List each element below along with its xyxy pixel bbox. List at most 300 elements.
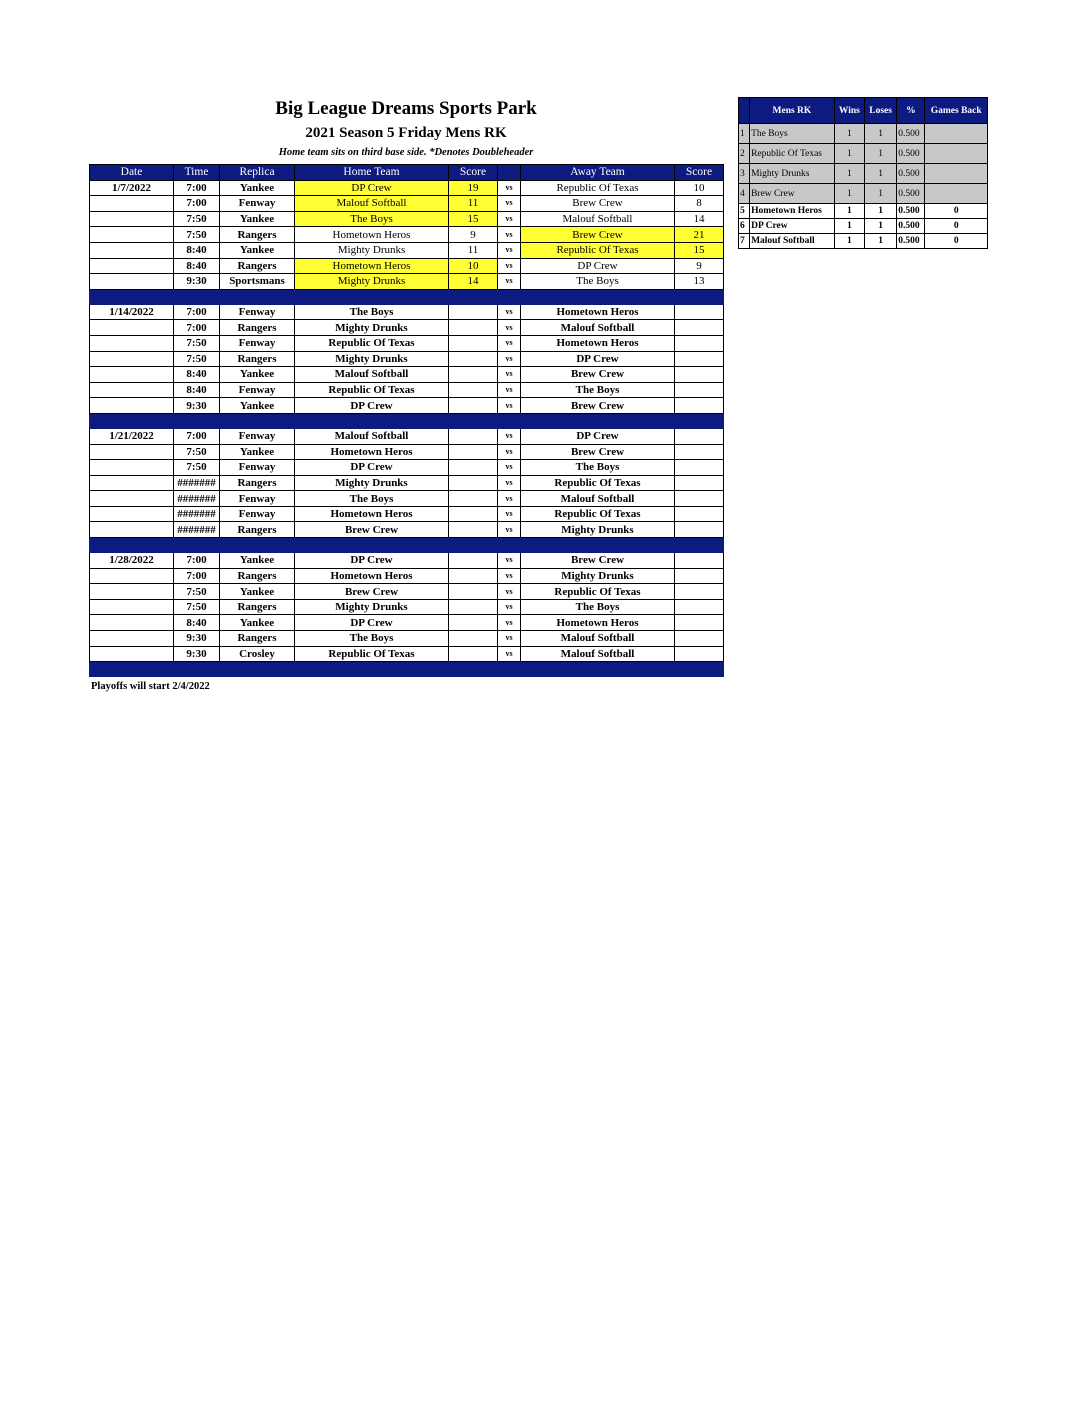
home-score bbox=[449, 320, 498, 336]
away-score bbox=[675, 428, 724, 444]
vs-label: vs bbox=[498, 584, 521, 600]
away-team: Brew Crew bbox=[521, 553, 675, 569]
standings-row bbox=[739, 164, 988, 184]
game-row bbox=[90, 646, 724, 662]
separator-cell bbox=[174, 662, 220, 677]
standings-column-header: % bbox=[897, 98, 925, 124]
separator-cell bbox=[675, 413, 724, 428]
separator-cell bbox=[675, 289, 724, 304]
schedule-table bbox=[89, 164, 724, 677]
team-rank: 7 bbox=[739, 234, 750, 249]
home-team: Brew Crew bbox=[295, 522, 449, 538]
team-name: Brew Crew bbox=[750, 184, 835, 204]
game-date bbox=[90, 274, 174, 290]
game-date bbox=[90, 522, 174, 538]
games-back bbox=[925, 164, 988, 184]
team-losses: 1 bbox=[864, 164, 896, 184]
away-score bbox=[675, 568, 724, 584]
game-date bbox=[90, 631, 174, 647]
game-date: 1/21/2022 bbox=[90, 428, 174, 444]
game-date bbox=[90, 335, 174, 351]
game-field: Yankee bbox=[220, 367, 295, 383]
vs-label: vs bbox=[498, 460, 521, 476]
games-back bbox=[925, 184, 988, 204]
away-score: 13 bbox=[675, 274, 724, 290]
game-date bbox=[90, 258, 174, 274]
away-team: DP Crew bbox=[521, 351, 675, 367]
game-field: Yankee bbox=[220, 180, 295, 196]
separator-cell bbox=[498, 413, 521, 428]
game-field: Yankee bbox=[220, 553, 295, 569]
team-wins: 1 bbox=[834, 234, 864, 249]
game-row bbox=[90, 274, 724, 290]
away-score: 21 bbox=[675, 227, 724, 243]
game-time: 7:50 bbox=[174, 227, 220, 243]
separator-cell bbox=[174, 413, 220, 428]
home-team: Mighty Drunks bbox=[295, 351, 449, 367]
away-team: Republic Of Texas bbox=[521, 475, 675, 491]
separator-cell bbox=[90, 413, 174, 428]
separator-cell bbox=[449, 538, 498, 553]
team-losses: 1 bbox=[864, 234, 896, 249]
game-date bbox=[90, 584, 174, 600]
game-date bbox=[90, 196, 174, 212]
home-score: 9 bbox=[449, 227, 498, 243]
separator-cell bbox=[498, 538, 521, 553]
week-separator bbox=[90, 538, 724, 553]
home-score bbox=[449, 646, 498, 662]
game-field: Rangers bbox=[220, 320, 295, 336]
standings-row bbox=[739, 219, 988, 234]
team-name: Republic Of Texas bbox=[750, 144, 835, 164]
game-time: 7:00 bbox=[174, 553, 220, 569]
home-team: Malouf Softball bbox=[295, 428, 449, 444]
home-score: 10 bbox=[449, 258, 498, 274]
separator-cell bbox=[174, 289, 220, 304]
home-team: The Boys bbox=[295, 211, 449, 227]
game-date bbox=[90, 506, 174, 522]
schedule-header-row bbox=[90, 165, 724, 181]
vs-label: vs bbox=[498, 227, 521, 243]
game-field: Rangers bbox=[220, 258, 295, 274]
separator-cell bbox=[449, 413, 498, 428]
game-date bbox=[90, 367, 174, 383]
game-field: Yankee bbox=[220, 584, 295, 600]
away-team: Malouf Softball bbox=[521, 211, 675, 227]
vs-label: vs bbox=[498, 258, 521, 274]
away-team: Republic Of Texas bbox=[521, 242, 675, 258]
game-time: 8:40 bbox=[174, 242, 220, 258]
away-score bbox=[675, 631, 724, 647]
standings-row bbox=[739, 144, 988, 164]
standings-row bbox=[739, 124, 988, 144]
home-team: The Boys bbox=[295, 631, 449, 647]
away-score bbox=[675, 335, 724, 351]
home-score bbox=[449, 491, 498, 507]
game-date bbox=[90, 242, 174, 258]
away-score: 10 bbox=[675, 180, 724, 196]
home-score bbox=[449, 475, 498, 491]
home-score bbox=[449, 382, 498, 398]
game-row bbox=[90, 460, 724, 476]
separator-cell bbox=[521, 538, 675, 553]
game-row bbox=[90, 584, 724, 600]
standings-column-header bbox=[739, 98, 750, 124]
away-team: Mighty Drunks bbox=[521, 522, 675, 538]
game-field: Yankee bbox=[220, 242, 295, 258]
game-field: Rangers bbox=[220, 351, 295, 367]
game-field: Crosley bbox=[220, 646, 295, 662]
home-score bbox=[449, 304, 498, 320]
game-time: 9:30 bbox=[174, 646, 220, 662]
team-rank: 2 bbox=[739, 144, 750, 164]
team-losses: 1 bbox=[864, 219, 896, 234]
separator-cell bbox=[220, 289, 295, 304]
home-team: Hometown Heros bbox=[295, 506, 449, 522]
game-field: Rangers bbox=[220, 522, 295, 538]
game-time: 7:00 bbox=[174, 428, 220, 444]
standings-row bbox=[739, 234, 988, 249]
home-team: Malouf Softball bbox=[295, 196, 449, 212]
team-rank: 1 bbox=[739, 124, 750, 144]
team-pct: 0.500 bbox=[897, 124, 925, 144]
game-row bbox=[90, 444, 724, 460]
vs-label: vs bbox=[498, 274, 521, 290]
away-team: Malouf Softball bbox=[521, 646, 675, 662]
home-score bbox=[449, 428, 498, 444]
game-date bbox=[90, 599, 174, 615]
away-team: DP Crew bbox=[521, 428, 675, 444]
home-team: Republic Of Texas bbox=[295, 335, 449, 351]
home-score bbox=[449, 568, 498, 584]
home-score bbox=[449, 506, 498, 522]
team-wins: 1 bbox=[834, 204, 864, 219]
game-date bbox=[90, 444, 174, 460]
away-team: The Boys bbox=[521, 599, 675, 615]
game-date: 1/14/2022 bbox=[90, 304, 174, 320]
separator-cell bbox=[220, 662, 295, 677]
game-time: 7:00 bbox=[174, 180, 220, 196]
game-date bbox=[90, 211, 174, 227]
game-time: 9:30 bbox=[174, 631, 220, 647]
game-date: 1/28/2022 bbox=[90, 553, 174, 569]
home-team: The Boys bbox=[295, 491, 449, 507]
game-time: 7:50 bbox=[174, 584, 220, 600]
vs-label: vs bbox=[498, 304, 521, 320]
away-team: Brew Crew bbox=[521, 398, 675, 414]
game-field: Fenway bbox=[220, 196, 295, 212]
standings-row bbox=[739, 184, 988, 204]
column-header: Replica bbox=[220, 165, 295, 181]
home-score bbox=[449, 351, 498, 367]
away-team: Hometown Heros bbox=[521, 304, 675, 320]
standings-column-header: Games Back bbox=[925, 98, 988, 124]
home-score: 19 bbox=[449, 180, 498, 196]
game-row bbox=[90, 180, 724, 196]
game-row bbox=[90, 367, 724, 383]
game-row bbox=[90, 491, 724, 507]
separator-cell bbox=[220, 413, 295, 428]
separator-cell bbox=[449, 289, 498, 304]
playoffs-note: Playoffs will start 2/4/2022 bbox=[91, 681, 210, 692]
away-score bbox=[675, 615, 724, 631]
team-losses: 1 bbox=[864, 184, 896, 204]
team-pct: 0.500 bbox=[897, 184, 925, 204]
separator-cell bbox=[521, 413, 675, 428]
standings-header-row bbox=[739, 98, 988, 124]
game-time: 8:40 bbox=[174, 382, 220, 398]
game-row bbox=[90, 428, 724, 444]
game-date bbox=[90, 615, 174, 631]
away-team: The Boys bbox=[521, 382, 675, 398]
vs-label: vs bbox=[498, 367, 521, 383]
separator-cell bbox=[90, 289, 174, 304]
team-losses: 1 bbox=[864, 144, 896, 164]
vs-label: vs bbox=[498, 491, 521, 507]
home-score bbox=[449, 522, 498, 538]
home-team: The Boys bbox=[295, 304, 449, 320]
away-score bbox=[675, 382, 724, 398]
vs-label: vs bbox=[498, 631, 521, 647]
game-time: ####### bbox=[174, 522, 220, 538]
home-team: Hometown Heros bbox=[295, 258, 449, 274]
away-team: Malouf Softball bbox=[521, 491, 675, 507]
separator-cell bbox=[90, 538, 174, 553]
season-subtitle: 2021 Season 5 Friday Mens RK bbox=[305, 125, 507, 141]
away-team: Republic Of Texas bbox=[521, 180, 675, 196]
game-row bbox=[90, 196, 724, 212]
vs-label: vs bbox=[498, 646, 521, 662]
away-team: Malouf Softball bbox=[521, 631, 675, 647]
away-score: 8 bbox=[675, 196, 724, 212]
game-field: Rangers bbox=[220, 227, 295, 243]
game-time: 7:50 bbox=[174, 351, 220, 367]
game-row bbox=[90, 553, 724, 569]
away-score: 14 bbox=[675, 211, 724, 227]
game-time: 7:50 bbox=[174, 444, 220, 460]
separator-cell bbox=[521, 289, 675, 304]
game-field: Fenway bbox=[220, 382, 295, 398]
team-pct: 0.500 bbox=[897, 234, 925, 249]
away-team: Malouf Softball bbox=[521, 320, 675, 336]
home-team-note: Home team sits on third base side. *Denotes Doubleheader bbox=[278, 147, 534, 158]
home-team: Mighty Drunks bbox=[295, 242, 449, 258]
games-back bbox=[925, 124, 988, 144]
team-name: Malouf Softball bbox=[750, 234, 835, 249]
away-score bbox=[675, 475, 724, 491]
separator-cell bbox=[295, 413, 449, 428]
home-score bbox=[449, 398, 498, 414]
game-field: Yankee bbox=[220, 398, 295, 414]
separator-cell bbox=[295, 662, 449, 677]
away-score bbox=[675, 460, 724, 476]
game-field: Sportsmans bbox=[220, 274, 295, 290]
games-back: 0 bbox=[925, 234, 988, 249]
vs-label: vs bbox=[498, 242, 521, 258]
column-header bbox=[498, 165, 521, 181]
game-field: Fenway bbox=[220, 491, 295, 507]
home-score bbox=[449, 631, 498, 647]
column-header: Score bbox=[675, 165, 724, 181]
game-field: Fenway bbox=[220, 428, 295, 444]
away-team: Hometown Heros bbox=[521, 615, 675, 631]
vs-label: vs bbox=[498, 475, 521, 491]
team-wins: 1 bbox=[834, 219, 864, 234]
home-score: 11 bbox=[449, 196, 498, 212]
home-team: Hometown Heros bbox=[295, 568, 449, 584]
home-score bbox=[449, 584, 498, 600]
game-time: 8:40 bbox=[174, 258, 220, 274]
team-name: Mighty Drunks bbox=[750, 164, 835, 184]
game-date bbox=[90, 475, 174, 491]
home-score bbox=[449, 615, 498, 631]
week-separator bbox=[90, 662, 724, 677]
game-field: Fenway bbox=[220, 460, 295, 476]
game-row bbox=[90, 615, 724, 631]
game-row bbox=[90, 506, 724, 522]
vs-label: vs bbox=[498, 335, 521, 351]
vs-label: vs bbox=[498, 180, 521, 196]
vs-label: vs bbox=[498, 599, 521, 615]
team-rank: 5 bbox=[739, 204, 750, 219]
game-row bbox=[90, 382, 724, 398]
home-team: Republic Of Texas bbox=[295, 382, 449, 398]
away-team: The Boys bbox=[521, 460, 675, 476]
away-team: The Boys bbox=[521, 274, 675, 290]
standings-column-header: Loses bbox=[864, 98, 896, 124]
away-team: Brew Crew bbox=[521, 227, 675, 243]
game-row bbox=[90, 320, 724, 336]
game-row bbox=[90, 242, 724, 258]
week-separator bbox=[90, 289, 724, 304]
game-row bbox=[90, 227, 724, 243]
game-time: ####### bbox=[174, 491, 220, 507]
home-score: 14 bbox=[449, 274, 498, 290]
away-score bbox=[675, 584, 724, 600]
game-time: 9:30 bbox=[174, 398, 220, 414]
team-pct: 0.500 bbox=[897, 144, 925, 164]
game-date bbox=[90, 320, 174, 336]
separator-cell bbox=[295, 289, 449, 304]
team-pct: 0.500 bbox=[897, 164, 925, 184]
week-separator bbox=[90, 413, 724, 428]
away-score bbox=[675, 553, 724, 569]
game-date bbox=[90, 351, 174, 367]
game-row bbox=[90, 258, 724, 274]
game-time: 7:00 bbox=[174, 196, 220, 212]
game-row bbox=[90, 599, 724, 615]
game-field: Yankee bbox=[220, 211, 295, 227]
team-name: DP Crew bbox=[750, 219, 835, 234]
vs-label: vs bbox=[498, 506, 521, 522]
standings-table bbox=[738, 97, 988, 249]
game-time: 8:40 bbox=[174, 615, 220, 631]
team-rank: 6 bbox=[739, 219, 750, 234]
column-header: Date bbox=[90, 165, 174, 181]
game-date: 1/7/2022 bbox=[90, 180, 174, 196]
home-team: Malouf Softball bbox=[295, 367, 449, 383]
game-row bbox=[90, 631, 724, 647]
away-team: Brew Crew bbox=[521, 367, 675, 383]
home-team: Mighty Drunks bbox=[295, 599, 449, 615]
game-date bbox=[90, 646, 174, 662]
vs-label: vs bbox=[498, 398, 521, 414]
separator-cell bbox=[498, 662, 521, 677]
home-team: Republic Of Texas bbox=[295, 646, 449, 662]
home-team: Brew Crew bbox=[295, 584, 449, 600]
team-losses: 1 bbox=[864, 204, 896, 219]
away-score bbox=[675, 646, 724, 662]
away-score: 9 bbox=[675, 258, 724, 274]
away-score bbox=[675, 522, 724, 538]
game-row bbox=[90, 398, 724, 414]
standings-column-header: Mens RK bbox=[750, 98, 835, 124]
game-row bbox=[90, 522, 724, 538]
game-time: 9:30 bbox=[174, 274, 220, 290]
home-team: Hometown Heros bbox=[295, 227, 449, 243]
game-row bbox=[90, 351, 724, 367]
home-team: DP Crew bbox=[295, 398, 449, 414]
vs-label: vs bbox=[498, 211, 521, 227]
game-row bbox=[90, 211, 724, 227]
home-team: DP Crew bbox=[295, 553, 449, 569]
vs-label: vs bbox=[498, 382, 521, 398]
home-score bbox=[449, 335, 498, 351]
game-time: 7:00 bbox=[174, 568, 220, 584]
team-wins: 1 bbox=[834, 124, 864, 144]
away-team: Brew Crew bbox=[521, 444, 675, 460]
team-name: The Boys bbox=[750, 124, 835, 144]
game-field: Yankee bbox=[220, 444, 295, 460]
game-time: 7:50 bbox=[174, 335, 220, 351]
separator-cell bbox=[174, 538, 220, 553]
separator-cell bbox=[449, 662, 498, 677]
game-field: Rangers bbox=[220, 599, 295, 615]
home-score bbox=[449, 367, 498, 383]
column-header: Time bbox=[174, 165, 220, 181]
game-field: Fenway bbox=[220, 335, 295, 351]
game-date bbox=[90, 227, 174, 243]
away-team: Mighty Drunks bbox=[521, 568, 675, 584]
home-score bbox=[449, 460, 498, 476]
home-score bbox=[449, 599, 498, 615]
game-field: Rangers bbox=[220, 631, 295, 647]
separator-cell bbox=[675, 538, 724, 553]
home-team: Mighty Drunks bbox=[295, 320, 449, 336]
away-score bbox=[675, 367, 724, 383]
vs-label: vs bbox=[498, 444, 521, 460]
team-name: Hometown Heros bbox=[750, 204, 835, 219]
home-team: DP Crew bbox=[295, 180, 449, 196]
game-time: 7:00 bbox=[174, 320, 220, 336]
game-date bbox=[90, 491, 174, 507]
home-score: 15 bbox=[449, 211, 498, 227]
home-team: DP Crew bbox=[295, 460, 449, 476]
away-score bbox=[675, 320, 724, 336]
game-field: Rangers bbox=[220, 475, 295, 491]
game-row bbox=[90, 568, 724, 584]
home-score bbox=[449, 553, 498, 569]
team-pct: 0.500 bbox=[897, 219, 925, 234]
page-title: Big League Dreams Sports Park bbox=[275, 98, 537, 119]
separator-cell bbox=[521, 662, 675, 677]
separator-cell bbox=[498, 289, 521, 304]
home-score: 11 bbox=[449, 242, 498, 258]
vs-label: vs bbox=[498, 568, 521, 584]
team-rank: 4 bbox=[739, 184, 750, 204]
game-field: Fenway bbox=[220, 506, 295, 522]
separator-cell bbox=[295, 538, 449, 553]
